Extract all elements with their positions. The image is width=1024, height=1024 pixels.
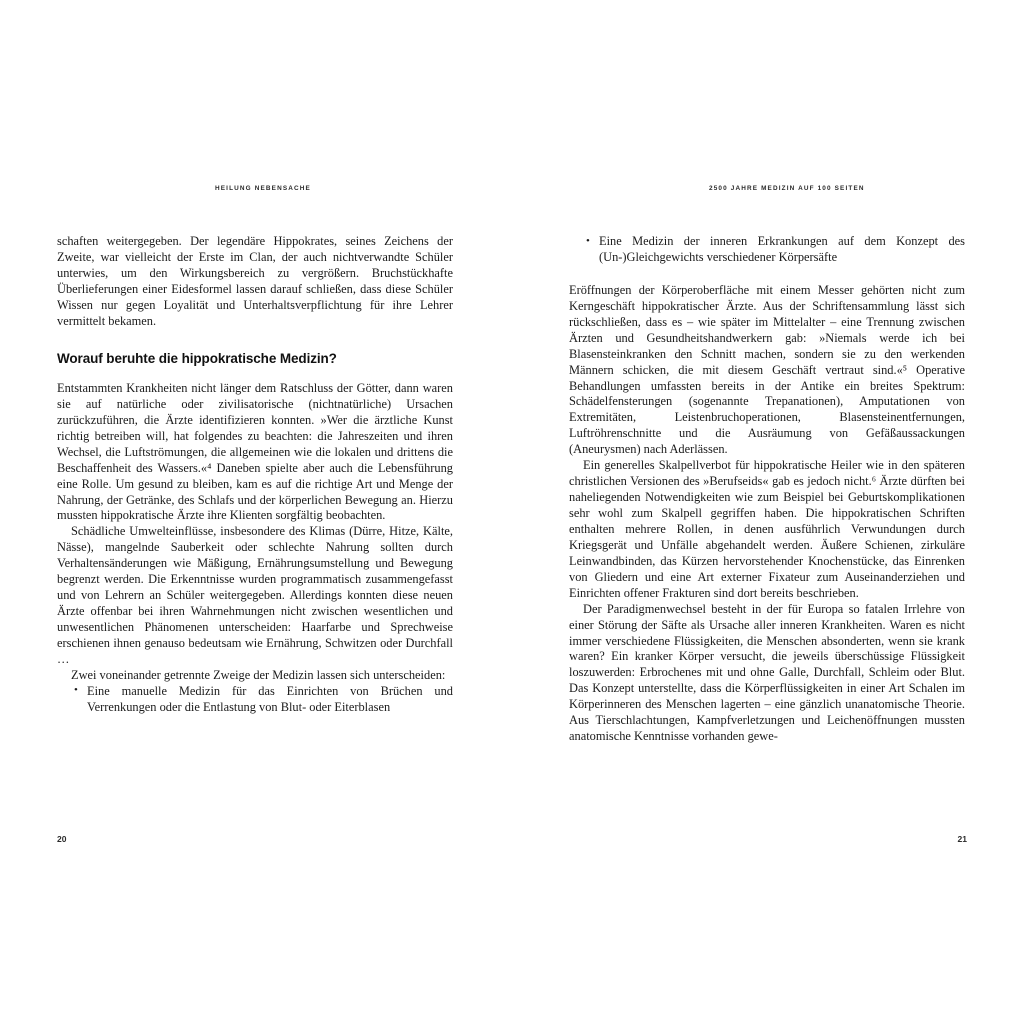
paragraph: Der Paradigmenwechsel besteht in der für Europa so fatalen Irrlehre von einer Störung der Säfte als Ursache aller inneren Krankheiten. Waren es nicht immer verschiedene Flüssigkeiten, die Menschen absonderten, wenn sie krank waren? Ein kranker Körper versucht, die jeweils überschüssige Flüssigkeit loszuwerden: Erbrochenes mit und ohne Galle, Durchfall, Schleim oder Blut. Das Konzept unterstellte, dass die Körperflüssigkeiten in einer Art Schalen im Körperinneren des Menschen lagerten – eine gänzlich unanatomische Theorie. Aus Tierschlachtungen, Kampfverletzungen und Leichenöffnungen mussten anatomische Kenntnisse vorhanden gewe- — [569, 601, 965, 744]
paragraph: Entstammten Krankheiten nicht länger dem Ratschluss der Götter, dann waren sie auf natürliche oder zivilisatorische (nichtnatürliche) Ursachen zurückzuführen, die Ärzte identifizieren konnten. »Wer die ärztliche Kunst richtig betreiben will, hat folgendes zu beachten: die Jahreszeiten und ihren Wechsel, die Luftströmungen, die allgemeinen wie die lokalen und drittens die Beschaffenheit des Wassers.«⁴ Daneben spielte aber auch die Lebensführung eine Rolle. Um gesund zu bleiben, kam es auf die richtige Art und Menge der Nahrung, der Getränke, des Schlafs und der körperlichen Bewegung an. Hierzu mussten hippokratische Ärzte ihre Klienten sorgfältig beobachten. — [57, 380, 453, 523]
bullet-dot-icon: • — [586, 234, 590, 247]
running-head-right: 2500 JAHRE MEDIZIN AUF 100 SEITEN — [709, 185, 865, 192]
running-head-left: HEILUNG NEBENSACHE — [215, 185, 311, 192]
list-item — [569, 234, 965, 266]
page-number-right: 21 — [957, 834, 967, 844]
paragraph: Schädliche Umwelteinflüsse, insbesondere des Klimas (Dürre, Hitze, Kälte, Nässe), mangelnde Sauberkeit oder schlechte Nahrung sollten durch Verhaltensänderungen wie Mäßigung, Ernährungsumstellung und Bewegung begrenzt werden. Die Erkenntnisse wurden programmatisch zusammengefasst und von Lehrern an Schüler weitergegeben. Allerdings konnten diese neuen Ärzte offenbar bei ihren Wahrnehmungen nicht zwischen wesentlichen und unwesentlichen Phänomenen unterscheiden: Haarfarbe und Sprechweise erschienen ihnen genauso bedeutsam wie Ernährung, Schwitzen oder Durchfall … — [57, 524, 453, 666]
paragraph: Zwei voneinander getrennte Zweige der Medizin lassen sich unterscheiden: — [71, 667, 446, 682]
right-page — [512, 0, 1024, 1024]
list-item — [57, 684, 453, 716]
paragraph: schaften weitergegeben. Der legendäre Hippokrates, seines Zeichens der Zweite, war vielleicht der Erste im Clan, der auch nichtverwandte Schüler unterwies, um den Wirkungsbereich zu vergrößern. Bruchstückhafte Überlieferungen einer Eidesformel lassen darauf schließen, dass diese Schüler Wissen nur gegen Loyalität und Unterhaltsverpflichtung für ihre Lehrer vermittelt bekamen. — [57, 234, 453, 328]
paragraph: Eröffnungen der Körperoberfläche mit einem Messer gehörten nicht zum Kerngeschäft hippokratischer Ärzte. Aus der Schriftensammlung lässt sich rückschließen, dass es – wie später im Mittelalter – eine Trennung zwischen Ärzten und Gesundheitshandwerkern gab: »Niemals werde ich bei Blasensteinkranken den Schnitt machen, sondern sie zu den werkenden Männern schicken, die mit diesem Geschäft vertraut sind.«⁵ Operative Behandlungen umfassten bereits in der Antike ein breites Spektrum: Schädelfensterungen (sogenannte Trepanationen), Amputationen von Extremitäten, Leistenbruchoperationen, Blasensteinentfernungen, Luftröhrenschnitte und die Ausräumung von Gefäßaussackungen (Aneurysmen) nach Aderlässen. — [569, 282, 965, 457]
list-item-label: Eine Medizin der inneren Erkrankungen auf dem Konzept des (Un-)Gleichgewichts verschiedener Körpersäfte — [599, 234, 965, 264]
left-column-text — [57, 234, 453, 716]
bullet-list — [57, 684, 453, 716]
right-column-text — [569, 234, 965, 745]
page-number-left: 20 — [57, 834, 67, 844]
bullet-list — [569, 234, 965, 266]
list-item-label: Eine manuelle Medizin für das Einrichten von Brüchen und Verrenkungen oder die Entlastung von Blut- oder Eiterblasen — [87, 683, 453, 714]
paragraph: Ein generelles Skalpellverbot für hippokratische Heiler wie in den späteren christlichen Versionen des »Berufseids« gab es jedoch nicht.⁶ Ärzte dürften bei naheliegenden Notwendigkeiten wie zum Beispiel bei Geburtskomplikationen sehr wohl zum Skalpell gegriffen haben. Die hippokratischen Schriften enthalten mehrere Rollen, in denen ausführlich Verwundungen durch Kriegsgerät und Unfälle abgehandelt werden. Äußere Schienen, zirkuläre Leinwandbinden, das Kürzen hervorstehender Knochenstücke, das Einrenken von Gliedern und eine Art externer Fixateur zum Auseinanderziehen und Einrichten offener Frakturen sind dort bereits beschrieben. — [569, 458, 965, 600]
bullet-dot-icon: • — [74, 684, 78, 697]
section-heading: Worauf beruhte die hippokratische Medizin? — [57, 350, 337, 366]
